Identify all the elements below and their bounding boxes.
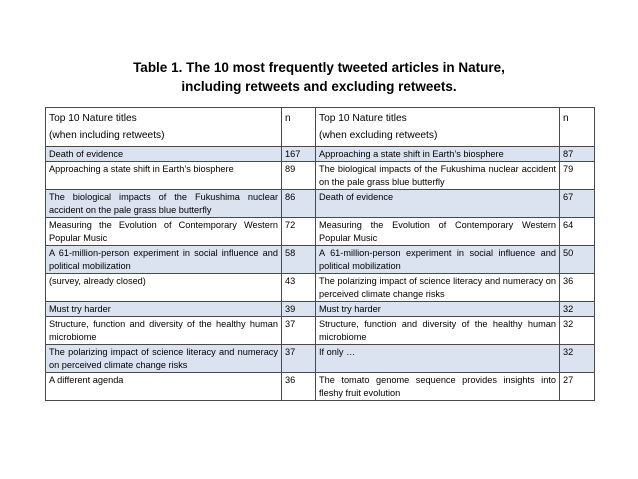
n-including-cell: 89	[282, 162, 316, 190]
header-titles-including	[46, 108, 282, 147]
header-titles-excluding	[316, 108, 560, 147]
title-excluding-cell: Must try harder	[316, 302, 560, 317]
n-including-cell: 167	[282, 147, 316, 162]
title-including-cell: Approaching a state shift in Earth’s biosphere	[46, 162, 282, 190]
table-caption	[0, 58, 638, 96]
title-excluding-cell: The tomato genome sequence provides insights into fleshy fruit evolution	[316, 373, 560, 401]
n-including-cell: 43	[282, 274, 316, 302]
table-row	[46, 162, 595, 190]
title-including-cell: The polarizing impact of science literacy and numeracy on perceived climate change risks	[46, 345, 282, 373]
table-row	[46, 317, 595, 345]
caption-line-2: including retweets and excluding retweets.	[181, 79, 457, 94]
title-including-cell: Death of evidence	[46, 147, 282, 162]
n-excluding-cell: 36	[560, 274, 595, 302]
title-including-cell: Must try harder	[46, 302, 282, 317]
n-excluding-cell: 32	[560, 317, 595, 345]
n-including-cell: 37	[282, 317, 316, 345]
title-excluding-cell: Measuring the Evolution of Contemporary Western Popular Music	[316, 218, 560, 246]
n-excluding-cell: 27	[560, 373, 595, 401]
table-row	[46, 345, 595, 373]
n-including-cell: 72	[282, 218, 316, 246]
n-excluding-cell: 79	[560, 162, 595, 190]
table-row	[46, 373, 595, 401]
title-excluding-cell: If only …	[316, 345, 560, 373]
n-excluding-cell: 32	[560, 345, 595, 373]
title-including-cell: A 61-million-person experiment in social influence and political mobilization	[46, 246, 282, 274]
title-excluding-cell: Approaching a state shift in Earth’s biosphere	[316, 147, 560, 162]
header-n-including: n	[282, 108, 316, 147]
n-including-cell: 39	[282, 302, 316, 317]
n-including-cell: 58	[282, 246, 316, 274]
title-excluding-cell: The polarizing impact of science literacy and numeracy on perceived climate change risks	[316, 274, 560, 302]
table-row	[46, 274, 595, 302]
table-row	[46, 190, 595, 218]
header-n-excluding: n	[560, 108, 595, 147]
title-excluding-cell: Structure, function and diversity of the healthy human microbiome	[316, 317, 560, 345]
title-including-cell: A different agenda	[46, 373, 282, 401]
n-including-cell: 37	[282, 345, 316, 373]
title-excluding-cell: A 61-million-person experiment in social influence and political mobilization	[316, 246, 560, 274]
table-row	[46, 302, 595, 317]
header-titles-excluding-line1: Top 10 Nature titles	[319, 113, 407, 124]
title-including-cell: Structure, function and diversity of the healthy human microbiome	[46, 317, 282, 345]
header-titles-including-line2: (when including retweets)	[49, 130, 165, 141]
n-including-cell: 86	[282, 190, 316, 218]
table-row	[46, 218, 595, 246]
title-including-cell: The biological impacts of the Fukushima nuclear accident on the pale grass blue butterfly	[46, 190, 282, 218]
table-header-row	[46, 108, 595, 147]
table-row	[46, 246, 595, 274]
articles-table	[45, 107, 595, 401]
title-excluding-cell: The biological impacts of the Fukushima nuclear accident on the pale grass blue butterfly	[316, 162, 560, 190]
n-excluding-cell: 50	[560, 246, 595, 274]
n-excluding-cell: 64	[560, 218, 595, 246]
table-row	[46, 147, 595, 162]
n-excluding-cell: 32	[560, 302, 595, 317]
header-titles-excluding-line2: (when excluding retweets)	[319, 130, 438, 141]
title-excluding-cell: Death of evidence	[316, 190, 560, 218]
n-including-cell: 36	[282, 373, 316, 401]
title-including-cell: Measuring the Evolution of Contemporary Western Popular Music	[46, 218, 282, 246]
n-excluding-cell: 67	[560, 190, 595, 218]
title-including-cell: (survey, already closed)	[46, 274, 282, 302]
header-titles-including-line1: Top 10 Nature titles	[49, 113, 137, 124]
n-excluding-cell: 87	[560, 147, 595, 162]
caption-line-1: Table 1. The 10 most frequently tweeted articles in Nature,	[133, 60, 505, 75]
